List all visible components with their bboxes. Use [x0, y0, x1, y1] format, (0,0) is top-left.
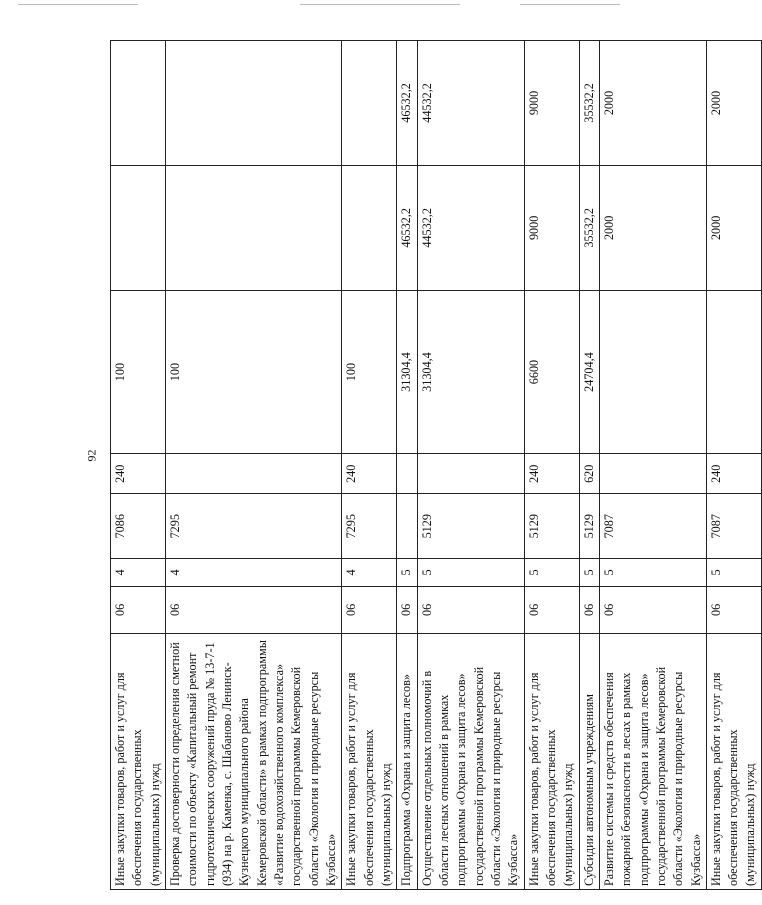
row-value-cell [417, 454, 524, 494]
row-value-cell [397, 454, 417, 494]
row-value-cell [599, 454, 706, 494]
row-value-cell: 5 [599, 559, 706, 586]
row-value-cell: 620 [579, 454, 599, 494]
row-description-cell: Иные закупки товаров, работ и услуг для обеспечения государственных (муниципальных) нужд [706, 634, 761, 890]
table-row [524, 41, 579, 890]
row-value-cell: 35532,2 [579, 165, 599, 290]
row-value-cell: 7295 [165, 494, 341, 559]
row-value-cell: 4 [342, 559, 397, 586]
row-value-cell [111, 41, 166, 166]
row-value-cell: 06 [706, 586, 761, 633]
row-value-cell: 5129 [417, 494, 524, 559]
row-value-cell: 06 [579, 586, 599, 633]
row-value-cell: 5129 [579, 494, 599, 559]
row-value-cell: 100 [165, 290, 341, 454]
row-value-cell: 7295 [342, 494, 397, 559]
row-value-cell [165, 454, 341, 494]
row-value-cell [165, 165, 341, 290]
row-value-cell [111, 165, 166, 290]
page-number: 92 [84, 449, 99, 462]
row-value-cell: 44532,2 [417, 165, 524, 290]
row-value-cell: 5 [417, 559, 524, 586]
table-row [111, 41, 166, 890]
row-description-cell: Иные закупки товаров, работ и услуг для обеспечения государственных (муниципальных) нужд [111, 634, 166, 890]
row-value-cell: 9000 [524, 165, 579, 290]
row-value-cell: 2000 [706, 165, 761, 290]
table-row [579, 41, 599, 890]
row-value-cell: 46532,2 [397, 165, 417, 290]
row-value-cell: 06 [599, 586, 706, 633]
row-description-cell: Осуществление отдельных полномочий в области лесных отношений в рамках подпрограммы «Охрана и защита лесов» государственной программы Кемеровской области «Экология и природные ресурсы Кузбасса» [417, 634, 524, 890]
row-value-cell: 5 [579, 559, 599, 586]
row-value-cell [706, 290, 761, 454]
row-value-cell [342, 165, 397, 290]
row-value-cell: 44532,2 [417, 41, 524, 166]
row-value-cell: 7087 [706, 494, 761, 559]
row-value-cell: 06 [111, 586, 166, 633]
row-value-cell: 5 [524, 559, 579, 586]
row-value-cell [397, 494, 417, 559]
row-value-cell: 06 [524, 586, 579, 633]
row-value-cell: 31304,4 [397, 290, 417, 454]
row-value-cell [165, 41, 341, 166]
scan-artifact [18, 4, 138, 5]
row-value-cell: 5129 [524, 494, 579, 559]
scan-artifact [300, 4, 460, 5]
row-value-cell: 100 [342, 290, 397, 454]
table-row [706, 41, 761, 890]
table-row [417, 41, 524, 890]
row-value-cell [342, 41, 397, 166]
row-description-cell: Подпрограмма «Охрана и защита лесов» [397, 634, 417, 890]
table-row [165, 41, 341, 890]
row-value-cell: 35532,2 [579, 41, 599, 166]
row-description-cell: Иные закупки товаров, работ и услуг для обеспечения государственных (муниципальных) нужд [524, 634, 579, 890]
row-description-cell: Развитие системы и средств обеспечения пожарной безопасности в лесах в рамках подпрограммы «Охрана и защита лесов» государственной программы Кемеровской области «Экология и природные ресурсы Кузбасса» [599, 634, 706, 890]
budget-table [110, 40, 762, 890]
row-value-cell: 31304,4 [417, 290, 524, 454]
row-value-cell: 06 [397, 586, 417, 633]
row-value-cell: 2000 [706, 41, 761, 166]
rotated-table-container [110, 40, 758, 890]
row-value-cell: 4 [111, 559, 166, 586]
row-value-cell [599, 290, 706, 454]
table-row [599, 41, 706, 890]
row-value-cell: 06 [165, 586, 341, 633]
row-value-cell: 06 [417, 586, 524, 633]
row-value-cell: 7087 [599, 494, 706, 559]
row-value-cell: 240 [111, 454, 166, 494]
row-value-cell: 4 [165, 559, 341, 586]
row-value-cell: 100 [111, 290, 166, 454]
row-value-cell: 7086 [111, 494, 166, 559]
row-value-cell: 6600 [524, 290, 579, 454]
row-value-cell: 06 [342, 586, 397, 633]
table-row [342, 41, 397, 890]
table-body [111, 41, 762, 890]
row-value-cell: 24704,4 [579, 290, 599, 454]
table-row [397, 41, 417, 890]
row-value-cell: 2000 [599, 41, 706, 166]
row-value-cell: 5 [706, 559, 761, 586]
row-value-cell: 240 [524, 454, 579, 494]
row-value-cell: 240 [706, 454, 761, 494]
row-description-cell: Субсидии автономным учреждениям [579, 634, 599, 890]
row-value-cell: 2000 [599, 165, 706, 290]
row-value-cell: 46532,2 [397, 41, 417, 166]
row-value-cell: 5 [397, 559, 417, 586]
row-value-cell: 9000 [524, 41, 579, 166]
row-description-cell: Иные закупки товаров, работ и услуг для обеспечения государственных (муниципальных) нужд [342, 634, 397, 890]
row-description-cell: Проверка достоверности определения сметной стоимости по объекту «Капитальный ремонт гидротехнических сооружений пруда № 13-7-1 (934) на р. Каменка, с. Шабаново Ленинск-Кузнецкого муниципального района Кемеровской области» в рамках подпрограммы «Развитие водохозяйственного комплекса» государственной программы Кемеровской области «Экология и природные ресурсы Кузбасса» [165, 634, 341, 890]
scan-artifact [520, 4, 620, 5]
row-value-cell: 240 [342, 454, 397, 494]
